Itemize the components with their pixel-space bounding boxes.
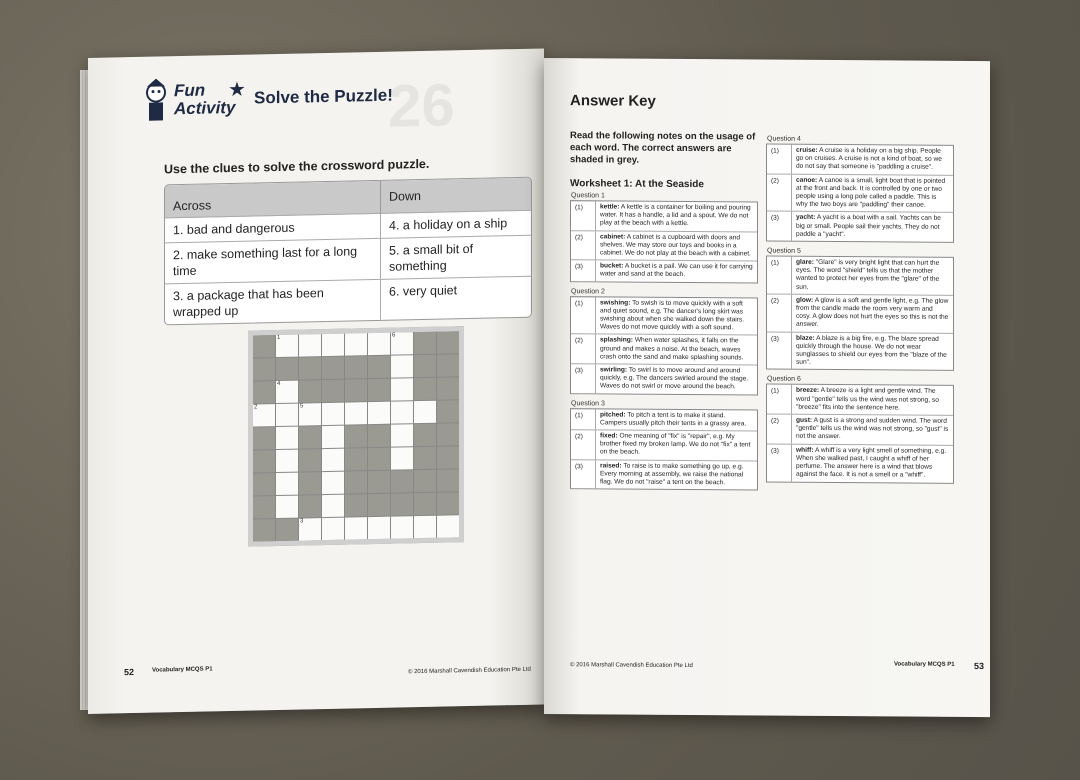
down-clue: 6. very quiet [381, 276, 531, 320]
grid-cell [437, 469, 459, 491]
grid-cell[interactable] [322, 495, 344, 517]
grid-cell [414, 424, 436, 446]
clues-table [164, 177, 532, 326]
option-number: (1) [571, 297, 596, 334]
option-explanation [596, 261, 757, 283]
grid-cell [391, 493, 413, 515]
clue-number: 4 [277, 380, 281, 388]
grid-cell[interactable] [276, 450, 298, 472]
grid-cell[interactable] [345, 517, 367, 539]
option-explanation [792, 295, 953, 333]
grid-cell[interactable] [299, 518, 321, 540]
grid-cell[interactable] [322, 518, 344, 540]
grid-cell [253, 381, 275, 403]
right-page [544, 58, 990, 717]
across-header: Across [165, 181, 381, 218]
grid-cell [437, 354, 459, 376]
grid-cell [368, 425, 390, 447]
grid-cell [437, 400, 459, 422]
option-text: A cruise is a holiday on a big ship. People go on cruises. A cruise is not a kind of boat, so we do not say that someone is "paddling a cruise". [796, 146, 942, 172]
book-title: Vocabulary MCQS P1 [152, 666, 213, 674]
option-word: fixed: [600, 432, 618, 440]
across-clue: 3. a package that has been wrapped up [165, 279, 381, 324]
grid-cell[interactable] [276, 381, 298, 403]
answers-column-2 [766, 136, 954, 490]
option-number: (2) [767, 294, 792, 331]
grid-cell[interactable] [391, 447, 413, 469]
grid-cell[interactable] [322, 426, 344, 448]
grid-cell [276, 358, 298, 380]
grid-cell [253, 519, 275, 541]
question-label: Question 3 [571, 399, 605, 408]
grid-cell [253, 473, 275, 495]
grid-cell [368, 494, 390, 516]
crossword-grid [248, 326, 464, 547]
fun-activity-badge [136, 75, 246, 135]
option-explanation [792, 174, 953, 212]
grid-cell[interactable] [322, 334, 344, 356]
answer-row [571, 363, 757, 394]
grid-cell[interactable] [414, 516, 436, 538]
grid-cell [322, 357, 344, 379]
star-icon: ★ [228, 78, 246, 102]
across-clue: 2. make something last for a long time [165, 238, 381, 284]
worksheet-title: Worksheet 1: At the Seaside [570, 178, 704, 191]
option-word: swishing: [600, 299, 631, 307]
option-text: To swish is to move quickly with a soft and quiet sound, e.g. The dancer's long skirt was swishing about when she walked down the stairs. Waves do not move quickly with a soft sound. [600, 299, 745, 332]
grid-cell [437, 377, 459, 399]
grid-cell [253, 450, 275, 472]
answer-box [766, 144, 954, 243]
grid-cell [391, 470, 413, 492]
option-number: (2) [767, 415, 792, 444]
grid-cell[interactable] [299, 403, 321, 425]
grid-cell[interactable] [391, 401, 413, 423]
grid-cell [345, 471, 367, 493]
grid-cell[interactable] [276, 404, 298, 426]
grid-cell [299, 472, 321, 494]
grid-cell[interactable] [322, 472, 344, 494]
grid-cell [414, 447, 436, 469]
grid-cell [299, 426, 321, 448]
option-word: canoe: [796, 176, 818, 184]
option-text: To pitch a tent is to make it stand. Campers usually pitch their tents in a grassy area. [600, 411, 747, 428]
option-explanation [792, 145, 953, 175]
grid-cell [253, 427, 275, 449]
option-word: gust: [796, 416, 813, 424]
left-page [88, 48, 544, 714]
grid-cell [345, 425, 367, 447]
option-word: kettle: [600, 203, 620, 211]
option-explanation [596, 335, 757, 365]
grid-cell [322, 380, 344, 402]
grid-cell [345, 356, 367, 378]
option-number: (3) [767, 332, 792, 369]
grid-cell[interactable] [322, 403, 344, 425]
option-word: blaze: [796, 334, 815, 342]
option-number: (1) [767, 145, 792, 174]
grid-cell[interactable] [368, 402, 390, 424]
grid-cell [299, 495, 321, 517]
grid-cell [437, 331, 459, 353]
answer-box [570, 296, 758, 395]
option-text: A bucket is a pail. We can use it for carrying water and sand at the beach. [600, 262, 753, 279]
grid-cell[interactable] [414, 401, 436, 423]
option-explanation [792, 332, 953, 370]
option-explanation [596, 460, 757, 490]
option-number: (1) [571, 201, 596, 230]
option-text: A yacht is a boat with a sail. Yachts can be big or small. People sail their yachts. They do not paddle a "yacht". [796, 214, 941, 238]
grid-cell [253, 335, 275, 357]
option-text: When water splashes, it falls on the ground and makes a noise. At the beach, waves crash onto the sand and make splashing sounds. [600, 337, 744, 362]
down-clue: 5. a small bit of something [381, 235, 531, 279]
option-explanation [596, 297, 757, 335]
page-number: 53 [974, 661, 985, 672]
clue-number: 1 [277, 334, 281, 342]
answer-row [767, 331, 953, 370]
grid-cell[interactable] [391, 516, 413, 538]
option-word: cruise: [796, 146, 818, 154]
grid-cell [345, 494, 367, 516]
grid-cell[interactable] [322, 449, 344, 471]
down-clue: 4. a holiday on a ship [381, 210, 531, 238]
grid-cell[interactable] [276, 473, 298, 495]
grid-cell[interactable] [391, 424, 413, 446]
option-word: yacht: [796, 214, 816, 222]
grid-cell [253, 496, 275, 518]
option-text: A blaze is a big fire, e.g. The blaze spread quickly through the house. We do not wear sunglasses to shield our eyes from the "blaze of the sun". [796, 334, 947, 367]
clue-number: 3 [300, 518, 304, 525]
grid-cell [345, 448, 367, 470]
grid-cell[interactable] [299, 334, 321, 356]
option-text: A canoe is a small, light boat that is pointed at the front and back. It is controlled by one or two people using a long pole called a paddle. This is why the two boys are "paddling" their canoe. [796, 176, 946, 209]
option-explanation [596, 231, 757, 261]
option-word: breeze: [796, 387, 820, 395]
clue-row [165, 276, 531, 324]
option-word: swirling: [600, 366, 628, 374]
option-number: (2) [571, 335, 596, 364]
answer-row [571, 259, 757, 282]
copyright: © 2016 Marshall Cavendish Education Pte Ltd [570, 662, 693, 670]
grid-cell [368, 448, 390, 470]
option-number: (3) [767, 444, 792, 481]
grid-cell [368, 379, 390, 401]
grid-cell[interactable] [345, 402, 367, 424]
grid-cell [437, 492, 459, 514]
grid-cell [437, 423, 459, 445]
grid-cell[interactable] [276, 427, 298, 449]
fun-activity-label [174, 81, 235, 118]
grid-cell [299, 380, 321, 402]
answers-column-1 [570, 192, 758, 497]
grid-cell [414, 493, 436, 515]
option-number: (3) [767, 212, 792, 241]
grid-cell[interactable] [345, 333, 367, 355]
question-label: Question 1 [571, 192, 605, 200]
page-title: Solve the Puzzle! [254, 85, 393, 108]
grid-cell [368, 471, 390, 493]
instruction-text: Use the clues to solve the crossword puzzle. [164, 156, 430, 177]
grid-cell [414, 470, 436, 492]
option-text: A whiff is a very light smell of something, e.g. When she walked past, I caught a whiff of her perfume. The answer here is a wind that blows against the face. It is not a smell or a "whiff". [796, 446, 947, 479]
grid-cell[interactable] [253, 404, 275, 426]
option-number: (3) [571, 460, 596, 489]
clue-number: 2 [254, 404, 258, 411]
grid-cell [299, 357, 321, 379]
option-text: To raise is to make something go up, e.g. Every morning at assembly, we raise the national flag. We do not "raise" a tent on the beach. [600, 462, 744, 487]
grid-cell [437, 446, 459, 468]
grid-cell [345, 379, 367, 401]
option-number: (1) [571, 409, 596, 430]
answer-row [767, 173, 953, 212]
across-clue: 1. bad and dangerous [165, 213, 381, 243]
option-word: pitched: [600, 411, 626, 419]
option-word: cabinet: [600, 233, 626, 241]
question-label: Question 2 [571, 287, 605, 296]
option-text: A glow is a soft and gentle light, e.g. The glow from the candle made the room very warm and cosy. A glow does not hurt the eyes so this is not the answer. [796, 296, 949, 329]
answer-row [571, 201, 757, 231]
option-word: splashing: [600, 336, 633, 345]
clue-number: 5 [300, 403, 304, 410]
option-word: glare: [796, 258, 814, 266]
grid-cell[interactable] [391, 355, 413, 377]
option-word: whiff: [796, 446, 814, 454]
answer-row [571, 459, 757, 490]
answer-row [571, 334, 757, 365]
option-number: (3) [571, 260, 596, 281]
option-explanation [596, 430, 757, 460]
grid-cell [414, 378, 436, 400]
option-number: (1) [767, 257, 792, 294]
option-explanation [792, 257, 953, 295]
answer-row [767, 414, 953, 445]
option-explanation [596, 364, 757, 394]
mascot-icon [138, 78, 174, 129]
clue-number: 6 [392, 332, 396, 339]
copyright: © 2016 Marshall Cavendish Education Pte Ltd [408, 666, 531, 676]
option-explanation [596, 201, 757, 231]
grid-cell [414, 332, 436, 354]
answer-box [570, 408, 758, 491]
grid-cell[interactable] [391, 378, 413, 400]
badge-line-1: Fun [174, 80, 206, 101]
book-title: Vocabulary MCQS P1 [894, 661, 955, 668]
answer-key-title: Answer Key [570, 92, 656, 110]
question-label: Question 5 [767, 247, 801, 255]
option-text: To swirl is to move around and around quickly, e.g. The dancers swirled around the stage. Waves do not swirl or move around the beach. [600, 366, 749, 391]
grid-cell[interactable] [368, 333, 390, 355]
option-number: (3) [571, 364, 596, 393]
answer-row [767, 385, 953, 415]
option-explanation [792, 385, 953, 415]
answer-row [767, 443, 953, 482]
question-label: Question 4 [767, 135, 801, 143]
option-text: One meaning of "fix" is "repair", e.g. My brother fixed my broken lamp. We do not "fix" a tent on the beach. [600, 432, 751, 457]
grid-cell [253, 358, 275, 380]
grid-cell[interactable] [391, 332, 413, 354]
answer-box [570, 200, 758, 283]
option-text: "Glare" is very bright light that can hurt the eyes. The word "shield" tells us that the mother wanted to protect her eyes from the "glare" of the sun. [796, 258, 940, 291]
down-header: Down [381, 178, 531, 214]
answer-row [571, 409, 757, 431]
option-text: A breeze is a light and gentle wind. The word "gentle" tells us the wind was not strong, so "breeze" fits into the sentence here. [796, 387, 939, 412]
answer-key-intro: Read the following notes on the usage of each word. The correct answers are shaded in grey. [570, 130, 756, 166]
option-explanation [596, 409, 757, 431]
grid-cell[interactable] [368, 517, 390, 539]
option-explanation [792, 415, 953, 445]
answer-row [767, 145, 953, 175]
option-number: (1) [767, 385, 792, 414]
option-number: (2) [767, 174, 792, 211]
badge-line-2: Activity [174, 97, 236, 119]
answer-row [571, 297, 757, 335]
answer-row [767, 211, 953, 242]
grid-cell[interactable] [437, 515, 459, 537]
grid-cell [299, 449, 321, 471]
option-text: A kettle is a container for boiling and pouring water. It has a handle, a lid and a spout. We do not play at the beach with a kettle. [600, 203, 751, 228]
option-word: raised: [600, 462, 622, 470]
answer-row [767, 257, 953, 295]
grid-cell[interactable] [276, 335, 298, 357]
page-number: 52 [124, 667, 135, 678]
grid-cell[interactable] [276, 496, 298, 518]
option-word: glow: [796, 296, 814, 304]
grid-cell [368, 356, 390, 378]
option-explanation [792, 212, 953, 242]
option-text: A cabinet is a cupboard with doors and shelves. We may store our toys and books in a cabinet. We do not play at the beach with a cabinet. [600, 233, 751, 258]
option-number: (2) [571, 231, 596, 260]
bleed-through-number: 26 [388, 71, 455, 140]
answer-row [571, 429, 757, 460]
option-number: (2) [571, 430, 596, 459]
grid-cell [276, 519, 298, 541]
answer-box [766, 384, 954, 483]
answer-row [571, 230, 757, 261]
answer-box [766, 256, 954, 372]
option-explanation [792, 444, 953, 482]
question-label: Question 6 [767, 376, 801, 384]
answer-row [767, 293, 953, 332]
option-text: A gust is a strong and sudden wind. The word "gentle" tells us the wind was not strong, so "gust" is not the answer. [796, 416, 949, 441]
grid-cell [414, 355, 436, 377]
option-word: bucket: [600, 262, 624, 270]
